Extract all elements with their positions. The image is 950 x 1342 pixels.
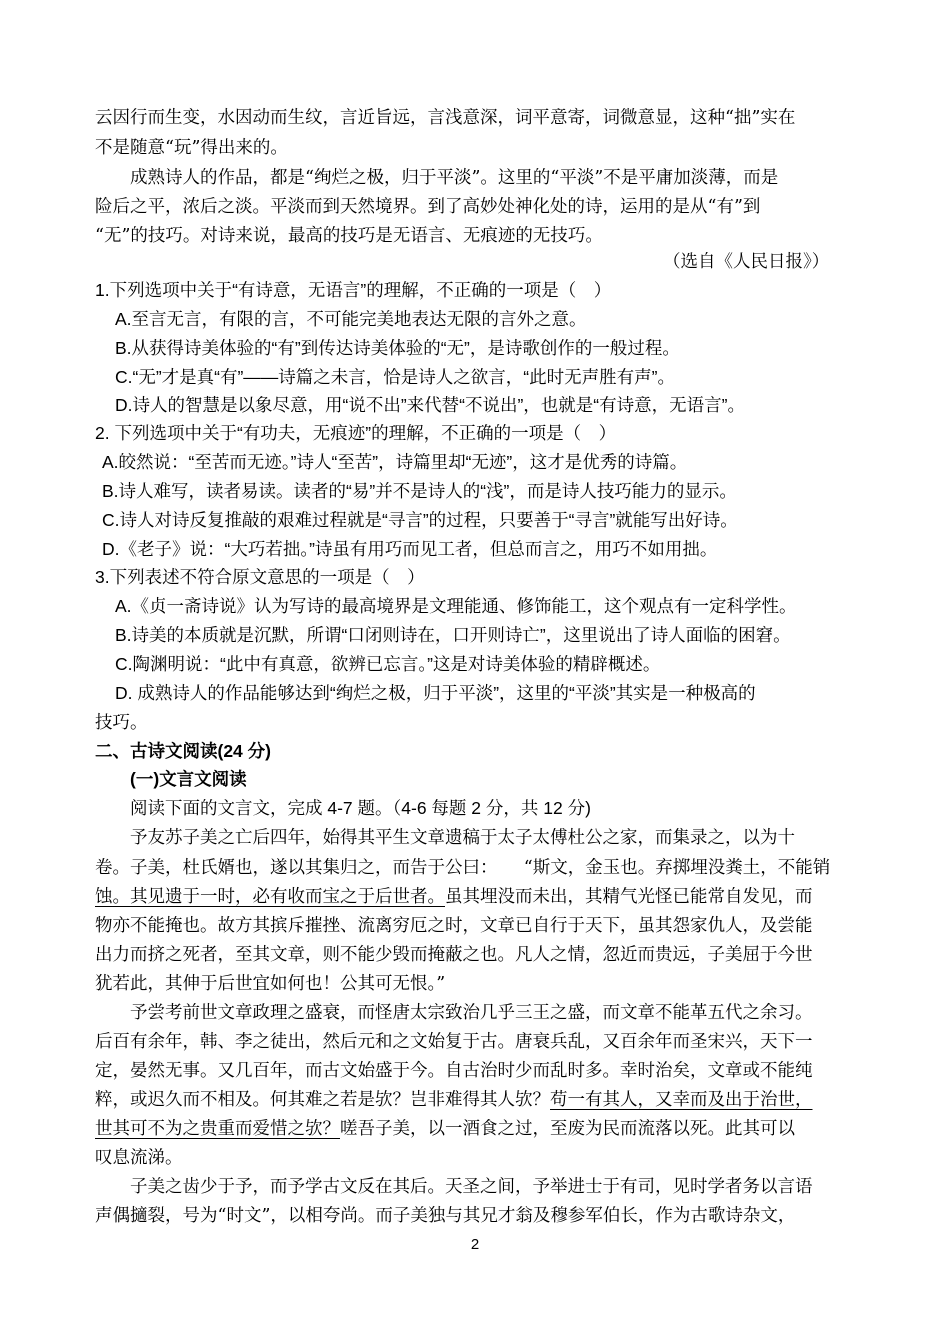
underlined-sentence: 世其可不为之贵重而爱惜之欤？ [95, 1119, 340, 1139]
source-citation: （选自《人民日报》） [663, 252, 830, 272]
subsection-title: (一)文言文阅读 [130, 769, 247, 789]
page-number: 2 [470, 1236, 480, 1253]
underlined-sentence: 蚀。其见遗于一时，必有收而宝之于后世者。 [95, 887, 445, 907]
question-stem: 3.下列表述不符合原文意思的一项是（ ） [95, 567, 425, 587]
question-stem: 2. 下列选项中关于“有功夫，无痕迹”的理解，不正确的一项是（ ） [95, 423, 617, 443]
classical-line: 子美之齿少于予，而予学古文反在其后。天圣之间，予举进士于有司，见时学者务以言语 [130, 1177, 813, 1197]
passage-line: 云因行而生变，水因动而生纹，言近旨远，言浅意深，词平意寄，词微意显，这种“拙”实在 [95, 108, 796, 128]
question-option: B.诗美的本质就是沉默，所谓“口闭则诗在，口开则诗亡”，这里说出了诗人面临的困窘。 [115, 625, 791, 645]
classical-text: 虽其埋没而未出，其精气光怪已能常自发见，而 [445, 887, 813, 907]
question-option: C.陶渊明说：“此中有真意，欲辨已忘言。”这是对诗美体验的精辟概述。 [115, 654, 661, 674]
question-option: A.皎然说：“至苦而无迹。”诗人“至苦”，诗篇里却“无迹”，这才是优秀的诗篇。 [102, 452, 688, 472]
classical-line: 犹若此，其伸于后世宜如何也！公其可无恨。” [95, 974, 446, 994]
classical-line: 予友苏子美之亡后四年，始得其平生文章遗稿于太子太傅杜公之家，而集录之，以为十 [130, 828, 795, 848]
question-option: D.诗人的智慧是以象尽意，用“说不出”来代替“不说出”，也就是“有诗意，无语言”。 [115, 395, 745, 415]
classical-line: 后百有余年，韩、李之徒出，然后元和之文始复于古。唐衰兵乱，又百余年而圣宋兴，天下一 [95, 1032, 813, 1052]
classical-line: 定，晏然无事。又几百年，而古文始盛于今。自古治时少而乱时多。幸时治矣，文章或不能纯 [95, 1061, 813, 1081]
passage-line: 成熟诗人的作品，都是“绚烂之极，归于平淡”。这里的“平淡”不是平庸加淡薄，而是 [130, 168, 779, 188]
question-option: B.诗人难写，读者易读。读者的“易”并不是诗人的“浅”，而是诗人技巧能力的显示。 [102, 481, 737, 501]
section-instruction: 阅读下面的文言文，完成 4-7 题。（4-6 每题 2 分，共 12 分) [130, 798, 591, 818]
question-option: C.诗人对诗反复推敲的艰难过程就是“寻言”的过程，只要善于“寻言”就能写出好诗。 [102, 510, 738, 530]
classical-text: 嗟吾子美，以一酒食之过，至废为民而流落以死。此其可以 [340, 1119, 795, 1139]
classical-line: 予尝考前世文章政理之盛衰，而怪唐太宗致治几乎三王之盛，而文章不能革五代之余习。 [130, 1003, 813, 1023]
classical-line: 声偶擿裂，号为“时文”，以相夸尚。而子美独与其兄才翁及穆参军伯长，作为古歌诗杂文， [95, 1206, 796, 1226]
passage-line: 险后之平，浓后之淡。平淡而到天然境界。到了高妙处神化处的诗，运用的是从“有”到 [95, 197, 761, 217]
question-option: C.“无”才是真“有”——诗篇之未言，恰是诗人之欲言，“此时无声胜有声”。 [115, 367, 675, 387]
classical-line: 出力而挤之死者，至其文章，则不能少毁而掩蔽之也。凡人之情，忽近而贵远，子美屈于今世 [95, 945, 813, 965]
classical-line: 卷。子美，杜氏婿也，遂以其集归之，而告于公曰： “斯文，金玉也。弃掷埋没粪土，不能销 [95, 858, 831, 878]
classical-text: 粹，或迟久而不相及。何其难之若是欤？岂非难得其人欤？ [95, 1090, 550, 1110]
question-option: D. 成熟诗人的作品能够达到“绚烂之极，归于平淡”，这里的“平淡”其实是一种极高的 [115, 683, 756, 703]
question-option: B.从获得诗美体验的“有”到传达诗美体验的“无”，是诗歌创作的一般过程。 [115, 338, 680, 358]
classical-line: 叹息流涕。 [95, 1148, 183, 1168]
question-stem: 1.下列选项中关于“有诗意，无语言”的理解，不正确的一项是（ ） [95, 280, 612, 300]
passage-line: 不是随意“玩”得出来的。 [95, 138, 288, 158]
section-title: 二、古诗文阅读(24 分) [95, 741, 271, 761]
classical-line: 物亦不能掩也。故方其摈斥摧挫、流离穷厄之时，文章已自行于天下，虽其怨家仇人，及尝能 [95, 916, 813, 936]
question-option-continuation: 技巧。 [95, 712, 148, 732]
passage-line: “无”的技巧。对诗来说，最高的技巧是无语言、无痕迹的无技巧。 [95, 226, 603, 246]
question-option: A.至言无言，有限的言，不可能完美地表达无限的言外之意。 [115, 309, 587, 329]
underlined-sentence: 苟一有其人，又幸而及出于治世， [550, 1090, 813, 1110]
question-option: D.《老子》说：“大巧若拙。”诗虽有用巧而见工者，但总而言之，用巧不如用拙。 [102, 539, 718, 559]
question-option: A.《贞一斋诗说》认为写诗的最高境界是文理能通、修饰能工，这个观点有一定科学性。 [115, 596, 797, 616]
